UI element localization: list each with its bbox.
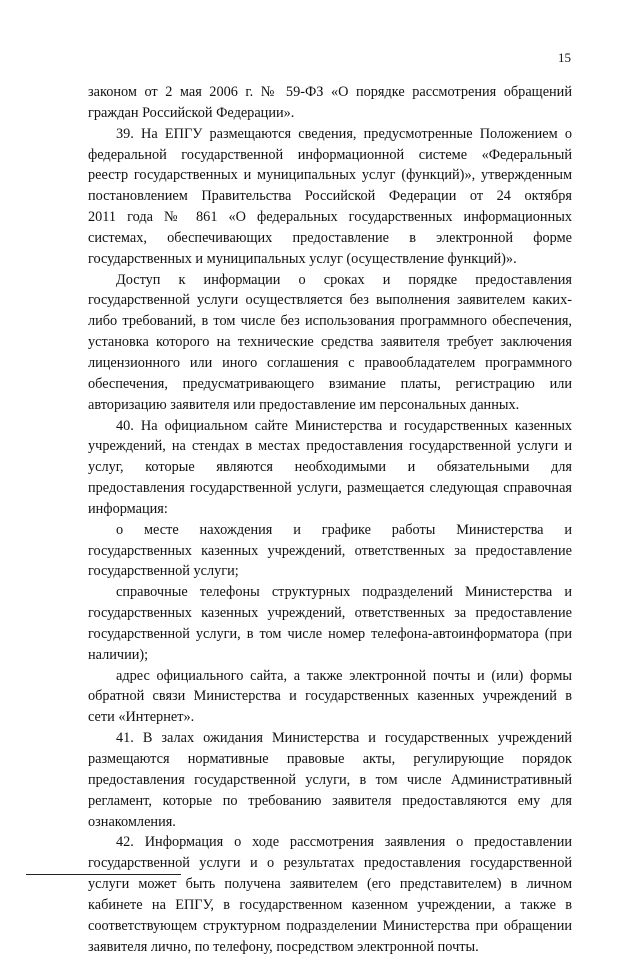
text-line: системах, обеспечивающих предоставление в электронной форме	[88, 229, 572, 246]
text-line: обратной связи Министерства и государственных казенных учреждений в	[88, 688, 572, 705]
text-line: соответствующем структурном подразделении Министерства при обращении	[88, 917, 572, 934]
text-line: государственной услуги осуществляется без выполнения заявителем каких-	[88, 292, 572, 309]
text-line: 42. Информация о ходе рассмотрения заявления о предоставлении	[116, 834, 572, 851]
document-body	[88, 82, 572, 957]
text-line: постановлением Правительства Российской Федерации от 24 октября	[88, 188, 572, 205]
text-line: реестр государственных и муниципальных услуг (функций)», утвержденным	[88, 167, 572, 184]
text-line: учреждений, на стендах в местах предоставления государственной услуги и	[88, 438, 572, 455]
text-line: государственной услуги, в том числе номер телефона-автоинформатора (при	[88, 625, 572, 642]
text-line: о месте нахождения и графике работы Министерства и	[116, 521, 572, 538]
text-line: предоставления государственной услуги, размещается следующая справочная	[88, 480, 572, 497]
text-line: адрес официального сайта, а также электронной почты и (или) формы	[116, 667, 572, 684]
text-line: регламент, которые по требованию заявителя предоставляются ему для	[88, 792, 572, 809]
text-line: авторизацию заявителя или предоставление им персональных данных.	[88, 396, 520, 413]
text-line: государственных казенных учреждений, ответственных за предоставление	[88, 605, 572, 622]
text-line: государственных и муниципальных услуг (осуществление функций)».	[88, 250, 517, 267]
text-line: предоставления государственной услуги, в том числе Административный	[88, 771, 572, 788]
text-line: размещаются нормативные правовые акты, регулирующие порядок	[88, 751, 572, 767]
text-line: государственной услуги и о результатах предоставления государственной	[88, 855, 572, 872]
text-line: ознакомления.	[88, 813, 176, 830]
text-line: либо требований, в том числе без использования программного обеспечения,	[88, 313, 572, 330]
text-line: 41. В залах ожидания Министерства и государственных учреждений	[116, 730, 572, 747]
text-line: государственной услуги;	[88, 563, 239, 580]
page-number: 15	[558, 50, 571, 65]
text-line: 39. На ЕПГУ размещаются сведения, предусмотренные Положением о	[116, 125, 572, 142]
text-line: кабинете на ЕПГУ, в государственном казенном учреждении, а также в	[88, 896, 572, 913]
text-line: услуги может быть получена заявителем (его представителем) в личном	[88, 876, 572, 893]
text-line: услуг, которые являются необходимыми и обязательными для	[88, 459, 572, 476]
text-line: сети «Интернет».	[88, 709, 195, 726]
text-line: справочные телефоны структурных подразделений Министерства и	[116, 584, 572, 601]
text-line: 40. На официальном сайте Министерства и государственных казенных	[116, 417, 572, 434]
text-line: обеспечения, предусматривающего взимание платы, регистрацию или	[88, 375, 572, 392]
text-line: лицензионного или иного соглашения с правообладателем программного	[88, 354, 572, 371]
text-line: наличии);	[88, 646, 149, 663]
text-line: заявителя лично, по телефону, посредством электронной почты.	[88, 938, 479, 955]
text-line: установка которого на технические средства заявителя требует заключения	[88, 334, 572, 351]
text-line: федеральной государственной информационной системе «Федеральный	[88, 146, 572, 163]
footnote-separator	[26, 874, 181, 875]
text-line: Доступ к информации о сроках и порядке предоставления	[116, 271, 572, 288]
text-line: 2011 года № 861 «О федеральных государственных информационных	[88, 209, 572, 226]
text-line: информация:	[88, 500, 168, 517]
text-line: граждан Российской Федерации».	[88, 104, 295, 121]
text-line: законом от 2 мая 2006 г. № 59-ФЗ «О порядке рассмотрения обращений	[88, 84, 572, 100]
text-line: государственных казенных учреждений, ответственных за предоставление	[88, 542, 572, 559]
